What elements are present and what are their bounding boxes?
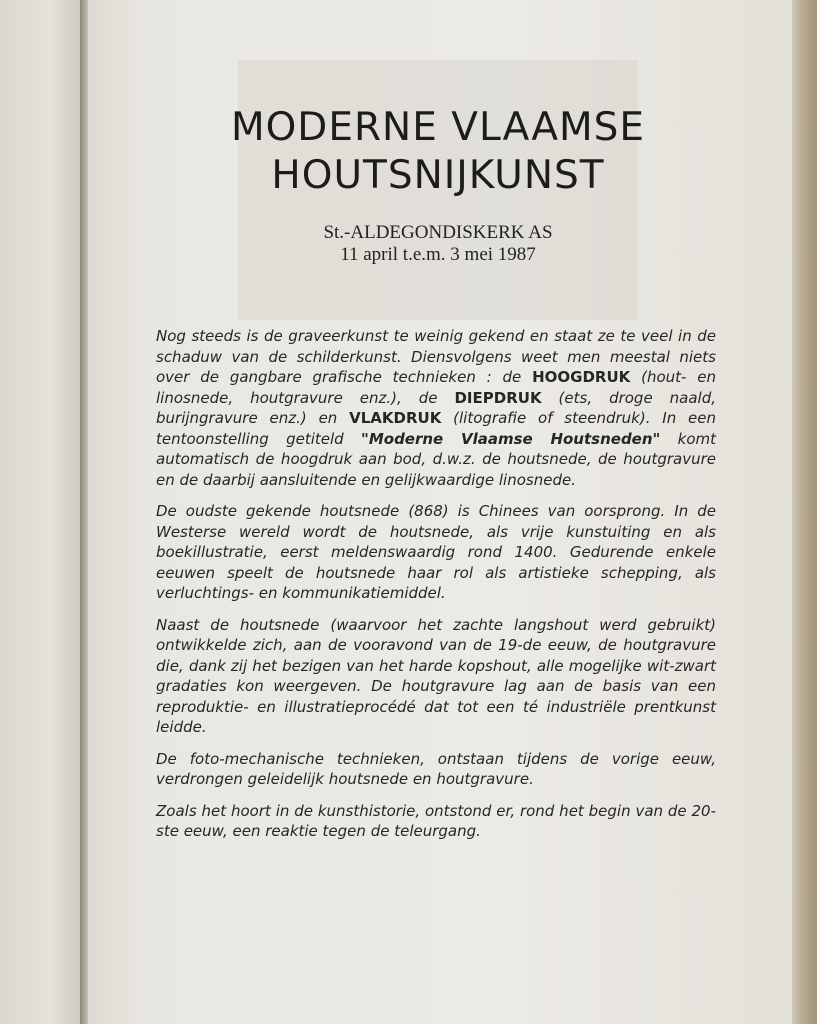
title-line-2: HOUTSNIJKUNST <box>271 153 605 198</box>
keyword-hoogdruk: HOOGDRUK <box>532 368 631 386</box>
venue: St.-ALDEGONDISKERK AS <box>323 222 553 243</box>
paragraph-4: De foto-mechanische technieken, ontstaan tijdens de vorige eeuw, verdrongen geleidelijk houtsnede en houtgravure. <box>156 749 716 788</box>
paragraph-2: De oudste gekende houtsnede (868) is Chinees van oorsprong. In de Westerse wereld wordt de houtsnede, als vrije kunstuiting en als boekillustratie, eerst meldenswaardig rond 1400. Gedurende enkele eeuwen speelt de houtsnede haar rol als artistieke schepping, als verluchtings- en kommunikatiemiddel. <box>156 502 716 602</box>
body-text <box>156 326 716 853</box>
page-title <box>88 104 788 200</box>
page-edge <box>792 0 817 1024</box>
paragraph-5: Zoals het hoort in de kunsthistorie, ontstond er, rond het begin van de 20-ste eeuw, een reaktie tegen de teleurgang. <box>156 801 716 840</box>
paragraph-1: Nog steeds is de graveerkunst te weinig gekend en staat ze te veel in de schaduw van de schilderkunst. Diensvolgens weet men meestal niets over de gangbare grafische technieken : de HOOGDRUK (hout- en linosnede, houtgravure enz.), de DIEPDRUK (ets, droge naald, burijngravure enz.) en VLAKDRUK (litografie of steendruk). In een tentoonstelling getiteld "Moderne Vlaamse Houtsneden" komt automatisch de hoogdruk aan bod, d.w.z. de houtsnede, de houtgravure en de daarbij aansluitende en gelijkwaardige linosnede. <box>156 327 717 489</box>
paragraph-3: Naast de houtsnede (waarvoor het zachte langshout werd gebruikt) ontwikkelde zich, aan de vooravond van de 19-de eeuw, de houtgravure die, dank zij het bezigen van het harde kopshout, alle mogelijke wit-zwart gradaties kon weergeven. De houtgravure lag aan de basis van een reproduktie- en illustratieprocédé dat tot een té industriële prentkunst leidde. <box>156 615 716 736</box>
exhibition-name: "Moderne Vlaamse Houtsneden" <box>361 429 661 448</box>
keyword-diepdruk: DIEPDRUK <box>454 388 542 407</box>
facing-page <box>0 0 82 1024</box>
dates: 11 april t.e.m. 3 mei 1987 <box>340 244 536 265</box>
title-line-1: MODERNE VLAAMSE <box>230 105 646 150</box>
venue-and-dates <box>88 222 788 266</box>
keyword-vlakdruk: VLAKDRUK <box>349 409 442 427</box>
